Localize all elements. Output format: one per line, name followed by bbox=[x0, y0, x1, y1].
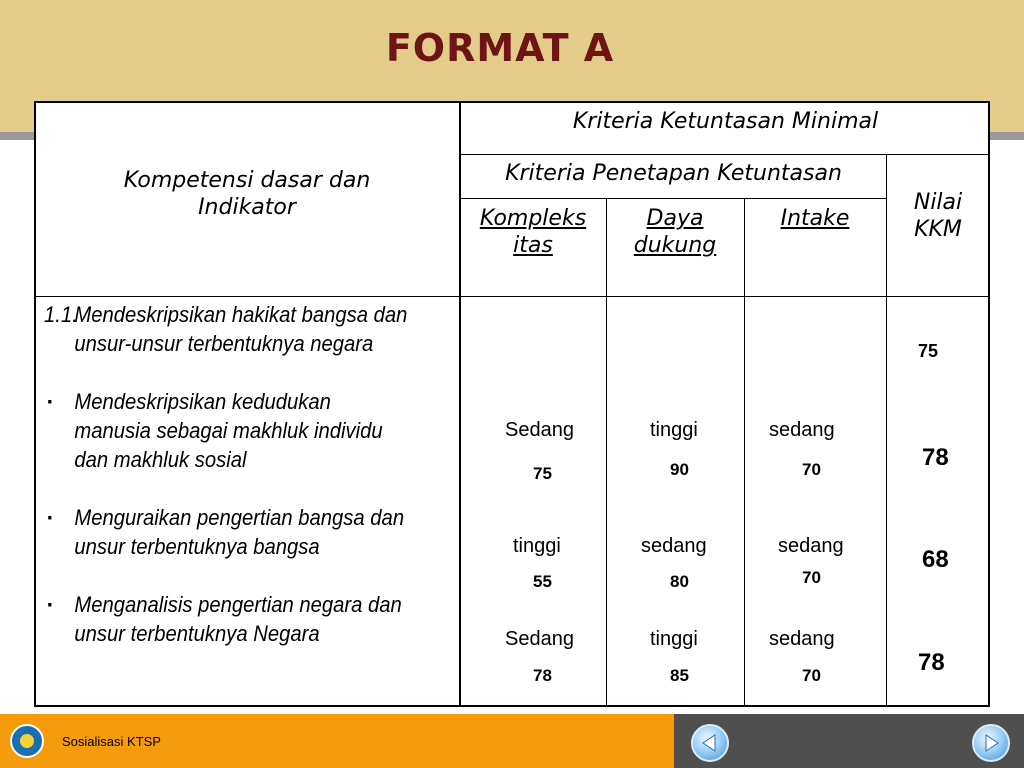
competency-number: 1.1. bbox=[44, 302, 78, 327]
intake-level: sedang bbox=[769, 628, 835, 650]
nilai-kkm-row: 68 bbox=[922, 546, 949, 573]
table-line bbox=[459, 101, 461, 707]
table-line bbox=[34, 296, 990, 297]
daya-dukung-value: 80 bbox=[670, 572, 689, 591]
bullet-icon: ▪ bbox=[47, 509, 53, 525]
main-competency bbox=[44, 300, 412, 358]
header-kpk-group: Kriteria Penetapan Ketuntasan bbox=[505, 161, 842, 186]
indicator-item bbox=[44, 387, 412, 474]
table-line bbox=[459, 198, 886, 199]
kompleksitas-value: 55 bbox=[533, 572, 552, 591]
table-line bbox=[886, 154, 887, 707]
header-intake: Intake bbox=[780, 206, 850, 231]
nilai-kkm-main: 75 bbox=[918, 341, 939, 361]
daya-dukung-value: 90 bbox=[670, 460, 689, 479]
indicator-list bbox=[44, 300, 412, 648]
competency-text: Mendeskripsikan hakikat bangsa dan unsur-unsur terbentuknya negara bbox=[74, 302, 408, 356]
header-nilai-kkm: Nilai KKM bbox=[913, 190, 963, 242]
indicator-item bbox=[44, 503, 412, 561]
intake-level: sedang bbox=[778, 535, 844, 557]
previous-arrow-icon bbox=[693, 726, 727, 760]
indicator-text: Mendeskripsikan kedudukan manusia sebagai makhluk individu dan makhluk sosial bbox=[74, 389, 383, 472]
next-slide-button[interactable] bbox=[972, 724, 1010, 762]
kompleksitas-level: tinggi bbox=[513, 535, 561, 557]
previous-slide-button[interactable] bbox=[691, 724, 729, 762]
header-kkm-group: Kriteria Ketuntasan Minimal bbox=[572, 109, 879, 134]
kompleksitas-value: 75 bbox=[533, 464, 552, 483]
kompleksitas-value: 78 bbox=[533, 666, 552, 685]
intake-value: 70 bbox=[802, 666, 821, 685]
bullet-icon: ▪ bbox=[47, 393, 53, 409]
next-arrow-icon bbox=[974, 726, 1008, 760]
bullet-icon: ▪ bbox=[47, 596, 53, 612]
table-line bbox=[744, 198, 745, 707]
nilai-kkm-row: 78 bbox=[922, 444, 949, 471]
indicator-item bbox=[44, 590, 412, 648]
daya-dukung-level: tinggi bbox=[650, 419, 698, 441]
slide-title: FORMAT A bbox=[385, 26, 615, 70]
intake-value: 70 bbox=[802, 460, 821, 479]
intake-level: sedang bbox=[769, 419, 835, 441]
table-line bbox=[606, 198, 607, 707]
indicator-text: Menganalisis pengertian negara dan unsur terbentuknya Negara bbox=[74, 592, 402, 646]
tut-wuri-handayani-logo-icon bbox=[10, 724, 44, 758]
daya-dukung-level: tinggi bbox=[650, 628, 698, 650]
header-kompleksitas: Kompleks itas bbox=[479, 206, 587, 258]
nilai-kkm-row: 78 bbox=[918, 649, 945, 676]
footer-text: Sosialisasi KTSP bbox=[62, 734, 161, 749]
header-daya-dukung: Daya dukung bbox=[633, 206, 717, 258]
kompleksitas-level: Sedang bbox=[505, 419, 574, 441]
daya-dukung-value: 85 bbox=[670, 666, 689, 685]
intake-value: 70 bbox=[802, 568, 821, 587]
header-kompetensi: Kompetensi dasar dan Indikator bbox=[123, 168, 371, 220]
kompleksitas-level: Sedang bbox=[505, 628, 574, 650]
indicator-text: Menguraikan pengertian bangsa dan unsur terbentuknya bangsa bbox=[74, 505, 405, 559]
table-line bbox=[459, 154, 990, 155]
daya-dukung-level: sedang bbox=[641, 535, 707, 557]
